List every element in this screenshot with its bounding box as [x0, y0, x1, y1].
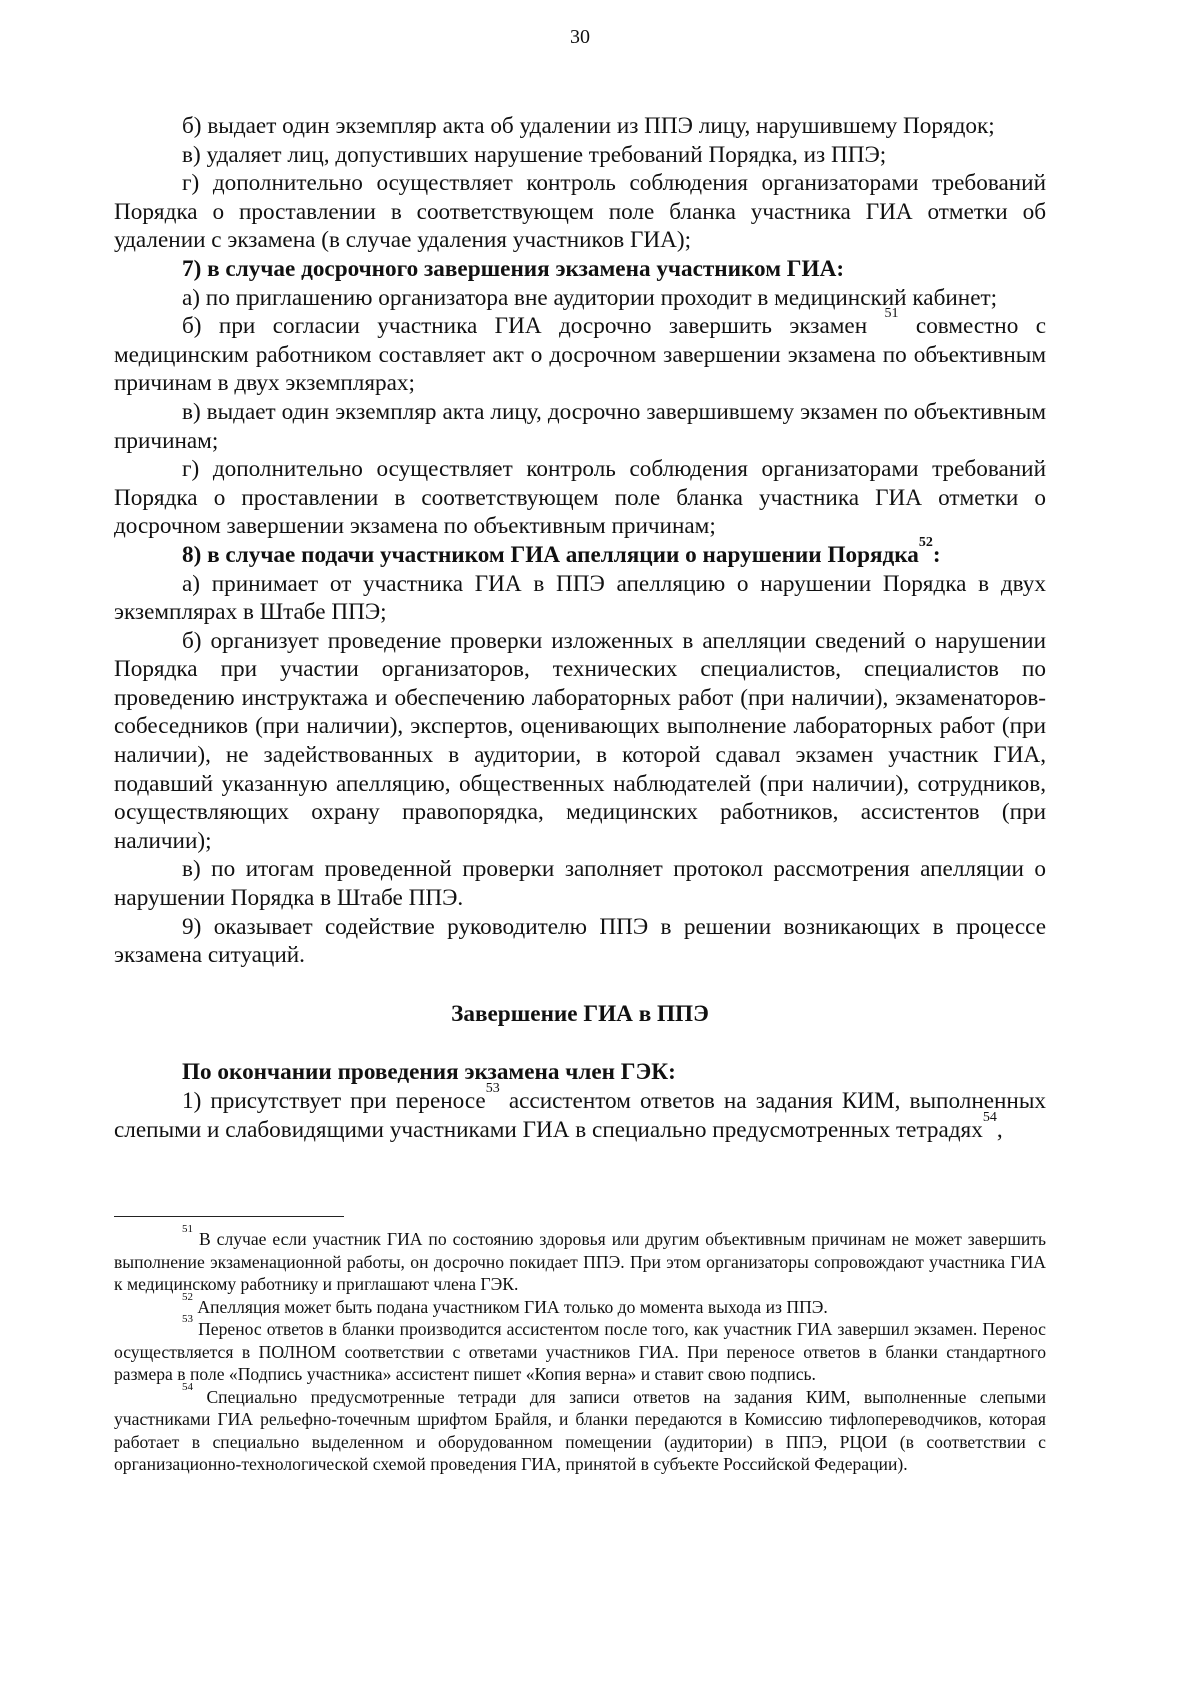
body-text	[114, 112, 1046, 1144]
footnote	[114, 1380, 1047, 1476]
paragraph-text: совместно с медицинским работником составляет акт о досрочном завершении экзамена по объективным причинам в двух экземплярах;	[114, 313, 1046, 397]
paragraph: в) по итогам проведенной проверки заполняет протокол рассмотрения апелляции о нарушении Порядка в Штабе ППЭ.	[114, 856, 1046, 912]
paragraph: в) выдает один экземпляр акта лицу, досрочно завершившему экзамен по объективным причинам;	[114, 398, 1046, 454]
footnote-ref: 53	[485, 1081, 500, 1096]
paragraph-text: 1) присутствует при переносе	[182, 1088, 486, 1114]
paragraph	[114, 306, 1046, 398]
paragraph-text: ассистентом ответов на задания КИМ, выполненных слепыми и слабовидящими участниками ГИА в специально предусмотренных тетрадях	[114, 1088, 1047, 1143]
paragraph: в) удаляет лиц, допустивших нарушение требований Порядка, из ППЭ;	[182, 141, 887, 168]
paragraph-text: б) при согласии участника ГИА досрочно завершить экзамен	[182, 313, 868, 340]
footnote-text: Апелляция может быть подана участником ГИА только до момента выхода из ППЭ.	[197, 1296, 828, 1317]
paragraph-text: ,	[996, 1116, 1003, 1143]
footnote	[114, 1223, 1046, 1296]
paragraph: 9) оказывает содействие руководителю ППЭ в решении возникающих в процессе экзамена ситуаций.	[114, 913, 1046, 969]
paragraph: а) принимает от участника ГИА в ППЭ апелляцию о нарушении Порядка в двух экземплярах в Штабе ППЭ;	[114, 570, 1046, 626]
footnote-ref: 51	[884, 306, 899, 322]
footnote	[114, 1313, 1046, 1386]
footnote-text: В случае если участник ГИА по состоянию здоровья или другим объективным причинам не может завершить выполнение экзаменационной работы, он досрочно покидает ППЭ. При этом организаторы сопровождают участника ГИА к медицинскому работнику и приглашают члена ГЭК.	[114, 1229, 1046, 1294]
page-number: 30	[570, 26, 590, 48]
footnote-number: 51	[182, 1223, 193, 1235]
paragraph: а) по приглашению организатора вне аудитории проходит в медицинский кабинет;	[182, 284, 998, 311]
footnote-divider	[114, 1216, 344, 1217]
footnote-number: 54	[182, 1380, 193, 1393]
footnote-number: 53	[182, 1313, 193, 1325]
heading-text: 8) в случае подачи участником ГИА апелляции о нарушении Порядка	[182, 541, 919, 568]
document-page	[114, 0, 1046, 1700]
footnote-ref: 54	[982, 1109, 997, 1125]
section-title: Завершение ГИА в ППЭ	[451, 1000, 709, 1027]
paragraph	[114, 1081, 1047, 1144]
footnote-number: 52	[182, 1290, 193, 1303]
paragraph: г) дополнительно осуществляет контроль соблюдения организаторами требований Порядка о проставлении в соответствующем поле бланка участника ГИА отметки о досрочном завершении экзамена по объективным причинам;	[114, 456, 1046, 540]
footnote-text: Перенос ответов в бланки производится ассистентом после того, как участник ГИА завершил экзамен. Перенос осуществляется в ПОЛНОМ соответствии с ответами участников ГИА. При переносе ответов в бланки стандартного размера в поле «Подпись участника» ассистент пишет «Копия верна» и ставит свою подпись.	[114, 1319, 1046, 1384]
section-heading: По окончании проведения экзамена член ГЭК:	[182, 1059, 676, 1086]
footnote-ref: 52	[918, 534, 933, 550]
footnote-text: Специально предусмотренные тетради для записи ответов на задания КИМ, выполненные слепыми участниками ГИА рельефно-точечным шрифтом Брайля, и бланки передаются в Комиссию тифлопереводчиков, которая работает в специально выделенном и оборудованном помещении (аудитории) в ППЭ, РЦОИ (в соответствии с организационно-технологической схемой проведения ГИА, принятой в субъекте Российской Федерации).	[114, 1386, 1047, 1474]
paragraph: г) дополнительно осуществляет контроль соблюдения организаторами требований Порядка о проставлении в соответствующем поле бланка участника ГИА отметки об удалении с экзамена (в случае удаления участников ГИА);	[114, 170, 1046, 254]
section-heading	[114, 534, 1046, 570]
footnote	[114, 1290, 1046, 1319]
section-heading: 7) в случае досрочного завершения экзамена участником ГИА:	[182, 255, 845, 282]
heading-colon: :	[932, 541, 941, 568]
paragraph: б) организует проведение проверки изложенных в апелляции сведений о нарушении Порядка при участии организаторов, технических специалистов, специалистов по проведению инструктажа и обеспечению лабораторных работ (при наличии), экзаменаторов-собеседников (при наличии), экспертов, оценивающих выполнение лабораторных работ (при наличии), не задействованных в аудитории, в которой сдавал экзамен участник ГИА, подавший указанную апелляцию, общественных наблюдателей (при наличии), сотрудников, осуществляющих охрану правопорядка, медицинских работников, ассистентов (при наличии);	[114, 627, 1046, 854]
footnotes	[114, 1223, 1047, 1476]
paragraph: б) выдает один экземпляр акта об удалении из ППЭ лицу, нарушившему Порядок;	[182, 113, 995, 139]
